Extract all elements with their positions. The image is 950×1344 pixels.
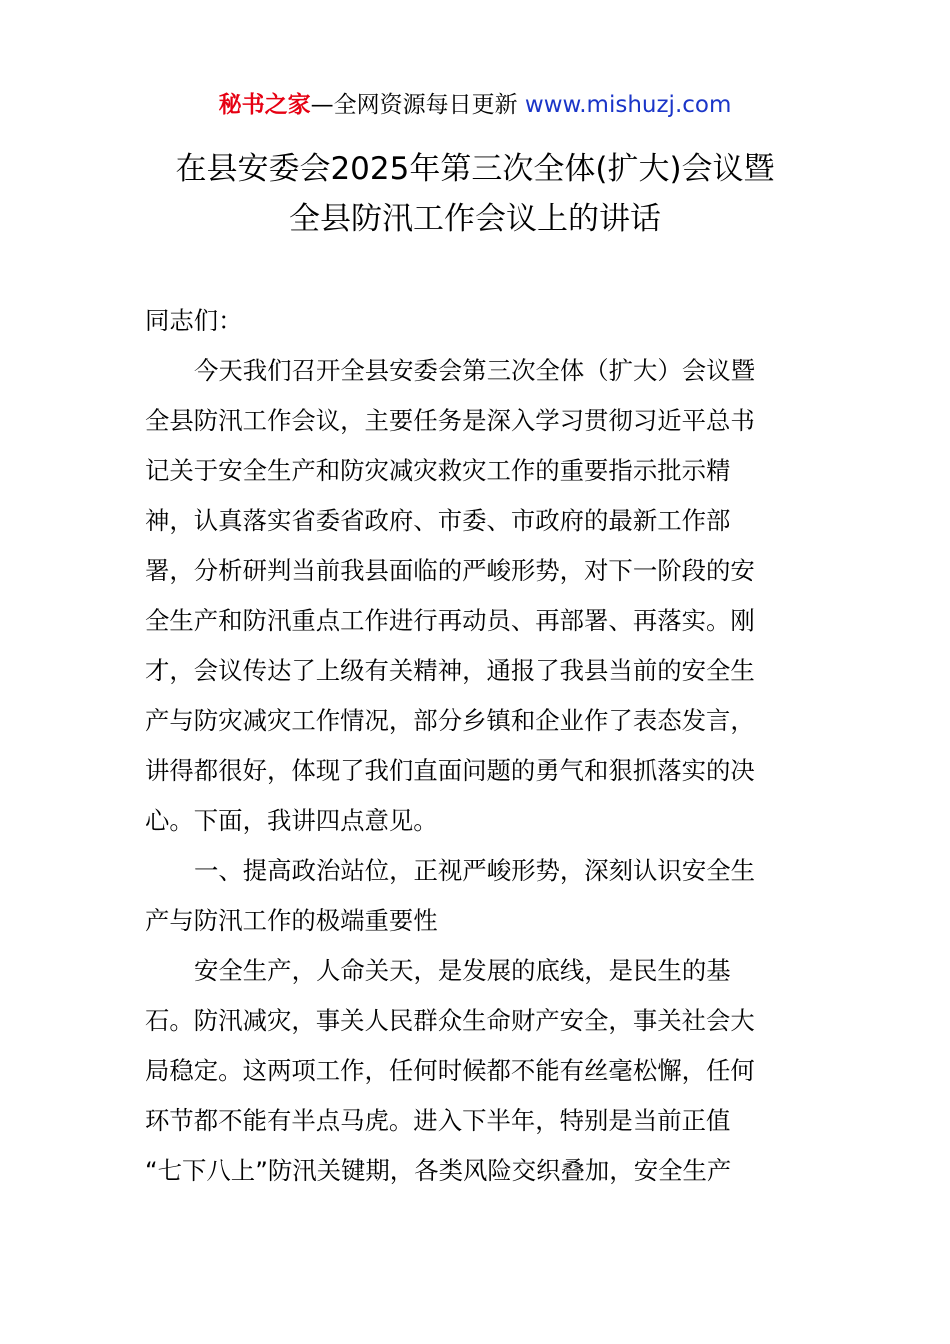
paragraph-line: 环节都不能有半点马虎。进入下半年，特别是当前正值 <box>145 1106 731 1135</box>
paragraph-line: 局稳定。这两项工作，任何时候都不能有丝毫松懈，任何 <box>145 1056 755 1085</box>
paragraph-line: 署，分析研判当前我县面临的严峻形势，对下一阶段的安 <box>145 556 755 585</box>
paragraph-line: 安全生产，人命关天，是发展的底线，是民生的基 <box>194 956 731 985</box>
site-url-link[interactable]: www.mishuzj.com <box>524 92 732 118</box>
paragraph-line: 才，会议传达了上级有关精神，通报了我县当前的安全生 <box>145 656 755 685</box>
document-title-line-2: 全县防汛工作会议上的讲话 <box>289 201 661 237</box>
paragraph-line: “七下八上”防汛关键期，各类风险交织叠加，安全生产 <box>145 1156 732 1185</box>
site-header <box>0 88 950 122</box>
section-heading-line: 产与防汛工作的极端重要性 <box>145 906 438 935</box>
paragraph-line: 全县防汛工作会议，主要任务是深入学习贯彻习近平总书 <box>145 406 755 435</box>
paragraph-line: 讲得都很好，体现了我们直面问题的勇气和狠抓落实的决 <box>145 756 755 785</box>
speech-body <box>145 296 809 1196</box>
document-title-line-1: 在县安委会2025年第三次全体(扩大)会议暨 <box>175 151 775 187</box>
header-tagline: —全网资源每日更新 <box>310 92 525 118</box>
section-heading-line: 一、提高政治站位，正视严峻形势，深刻认识安全生 <box>194 856 755 885</box>
paragraph-line: 心。下面，我讲四点意见。 <box>145 806 438 835</box>
salutation: 同志们： <box>145 306 243 335</box>
paragraph-line: 产与防灾减灾工作情况，部分乡镇和企业作了表态发言， <box>145 706 755 735</box>
paragraph-line: 石。防汛减灾，事关人民群众生命财产安全，事关社会大 <box>145 1006 755 1035</box>
brand-name: 秘书之家 <box>218 92 311 118</box>
paragraph-line: 记关于安全生产和防灾减灾救灾工作的重要指示批示精 <box>145 456 731 485</box>
paragraph-line: 今天我们召开全县安委会第三次全体（扩大）会议暨 <box>194 356 755 385</box>
paragraph-line: 全生产和防汛重点工作进行再动员、再部署、再落实。刚 <box>145 606 755 635</box>
paragraph-line: 神，认真落实省委省政府、市委、市政府的最新工作部 <box>145 506 731 535</box>
